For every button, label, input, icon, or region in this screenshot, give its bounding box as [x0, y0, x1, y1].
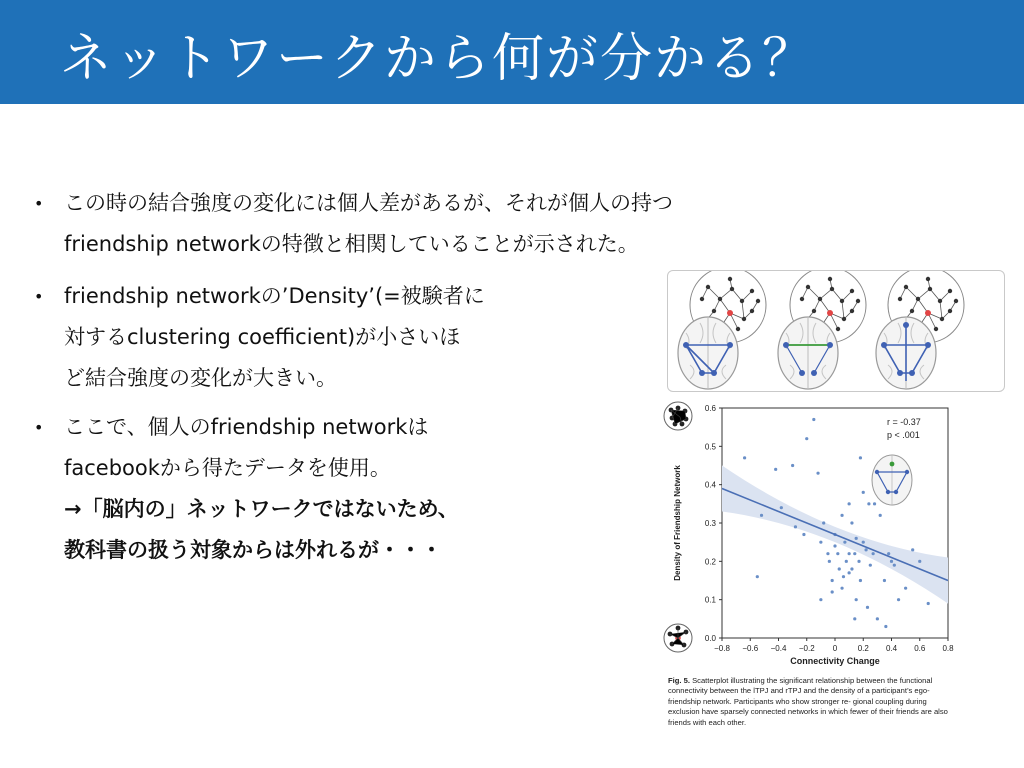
data-point [826, 552, 829, 555]
data-point [848, 502, 851, 505]
x-tick-label: 0.2 [857, 644, 869, 653]
x-tick-label: −0.2 [798, 644, 815, 653]
plot-frame [722, 408, 948, 638]
data-point [774, 468, 777, 471]
data-point [850, 567, 853, 570]
bullet-line: 教科書の扱う対象からは外れるが・・・ [64, 538, 442, 562]
y-tick-label: 0.1 [704, 595, 716, 605]
y-axis-label: Density of Friendship Network [673, 465, 682, 581]
data-point [843, 541, 846, 544]
data-point [831, 590, 834, 593]
data-point [805, 437, 808, 440]
data-point [873, 502, 876, 505]
caption-line: fewer of their friends are also friends with each other. [668, 707, 948, 727]
data-point [859, 579, 862, 582]
y-tick-label: 0.4 [704, 480, 716, 490]
figure-caption [668, 676, 958, 728]
data-point [872, 552, 875, 555]
data-point [836, 552, 839, 555]
fit-line [722, 489, 948, 581]
data-point [838, 567, 841, 570]
caption-line: functional connectivity between the lTPJ and rTPJ and the density of a [668, 676, 933, 696]
x-tick-label: −0.6 [742, 644, 759, 653]
data-point [876, 617, 879, 620]
data-point [833, 544, 836, 547]
bullet-line: facebookから得たデータを使用。 [64, 456, 391, 480]
brain-inset [872, 455, 912, 505]
bullet-dot-icon: • [34, 418, 44, 437]
data-point [911, 548, 914, 551]
data-point [822, 521, 825, 524]
data-point [862, 491, 865, 494]
data-point [879, 514, 882, 517]
y-tick-label: 0.3 [704, 519, 716, 528]
data-point [812, 418, 815, 421]
data-point [791, 464, 794, 467]
x-axis-label: Connectivity Change [790, 656, 880, 666]
data-point [869, 564, 872, 567]
data-point [802, 533, 805, 536]
data-point [918, 560, 921, 563]
data-point [867, 502, 870, 505]
bullet-line: この時の結合強度の変化には個人差があるが、それが個人の持つ [64, 191, 673, 215]
data-point [816, 472, 819, 475]
data-point [794, 525, 797, 528]
data-point [848, 571, 851, 574]
data-point [859, 456, 862, 459]
stat-r: r = -0.37 [887, 417, 921, 427]
data-point [840, 587, 843, 590]
brain-network-figure [667, 270, 1005, 392]
data-point [842, 575, 845, 578]
x-tick-label: 0 [832, 644, 838, 653]
data-point [890, 560, 893, 563]
y-tick-label: 0.0 [704, 634, 716, 643]
brain-network-panels [668, 271, 1004, 391]
caption-line: gional coupling during exclusion have sparsely connected networks in which [668, 696, 927, 717]
data-point [884, 625, 887, 628]
x-tick-label: 0.6 [914, 644, 926, 653]
data-point [855, 537, 858, 540]
bullet-line: ここで、個人のfriendship networkは [64, 415, 429, 439]
slide-title: ネットワークから何が分かる？ [60, 29, 817, 89]
data-point [848, 552, 851, 555]
data-point [927, 602, 930, 605]
caption-line: participant’s ego-friendship network. Participants who show stronger re- [668, 686, 930, 706]
bullet-item [34, 183, 673, 265]
bullet-dot-icon: • [34, 287, 44, 306]
data-point [866, 606, 869, 609]
data-point [853, 552, 856, 555]
bullet-line: 対するclustering coefficient)が小さいほ [64, 325, 461, 349]
data-point [840, 514, 843, 517]
scatter-plot [660, 398, 960, 670]
bullet-line: →「脳内の」ネットワークではないため、 [64, 497, 459, 521]
data-point [780, 506, 783, 509]
data-point [831, 579, 834, 582]
y-tick-label: 0.2 [704, 557, 716, 567]
data-point [887, 552, 890, 555]
bullet-line: friendship networkの特徴と相関していることが示された。 [64, 232, 639, 256]
y-tick-label: 0.6 [704, 404, 716, 413]
data-point [857, 560, 860, 563]
data-point [883, 579, 886, 582]
data-point [853, 617, 856, 620]
data-point [897, 598, 900, 601]
data-point [743, 456, 746, 459]
data-point [855, 598, 858, 601]
data-point [864, 548, 867, 551]
bullet-item [34, 407, 459, 571]
x-tick-label: 0.8 [942, 644, 954, 653]
data-point [904, 587, 907, 590]
data-point [850, 521, 853, 524]
data-point [845, 560, 848, 563]
data-point [760, 514, 763, 517]
mini-network-bottom-icon [664, 624, 692, 652]
caption-line: Scatterplot illustrating the significant relationship between the [692, 676, 898, 685]
bullet-item [34, 276, 485, 399]
data-point [819, 598, 822, 601]
data-point [756, 575, 759, 578]
data-point [819, 541, 822, 544]
bullet-line: ど結合強度の変化が大きい。 [64, 366, 337, 390]
x-tick-label: −0.4 [770, 644, 787, 653]
data-point [862, 541, 865, 544]
caption-label: Fig. 5. [668, 676, 690, 685]
bullet-line: friendship networkの’Density’(=被験者に [64, 284, 485, 308]
bullet-dot-icon: • [34, 194, 44, 213]
x-tick-label: 0.4 [885, 644, 898, 653]
data-point [893, 564, 896, 567]
y-tick-label: 0.5 [704, 442, 716, 452]
mini-network-top-icon [664, 402, 692, 430]
data-point [828, 560, 831, 563]
title-bar [0, 0, 1024, 104]
x-tick-label: −0.8 [714, 644, 730, 653]
stat-p: p < .001 [887, 430, 920, 440]
